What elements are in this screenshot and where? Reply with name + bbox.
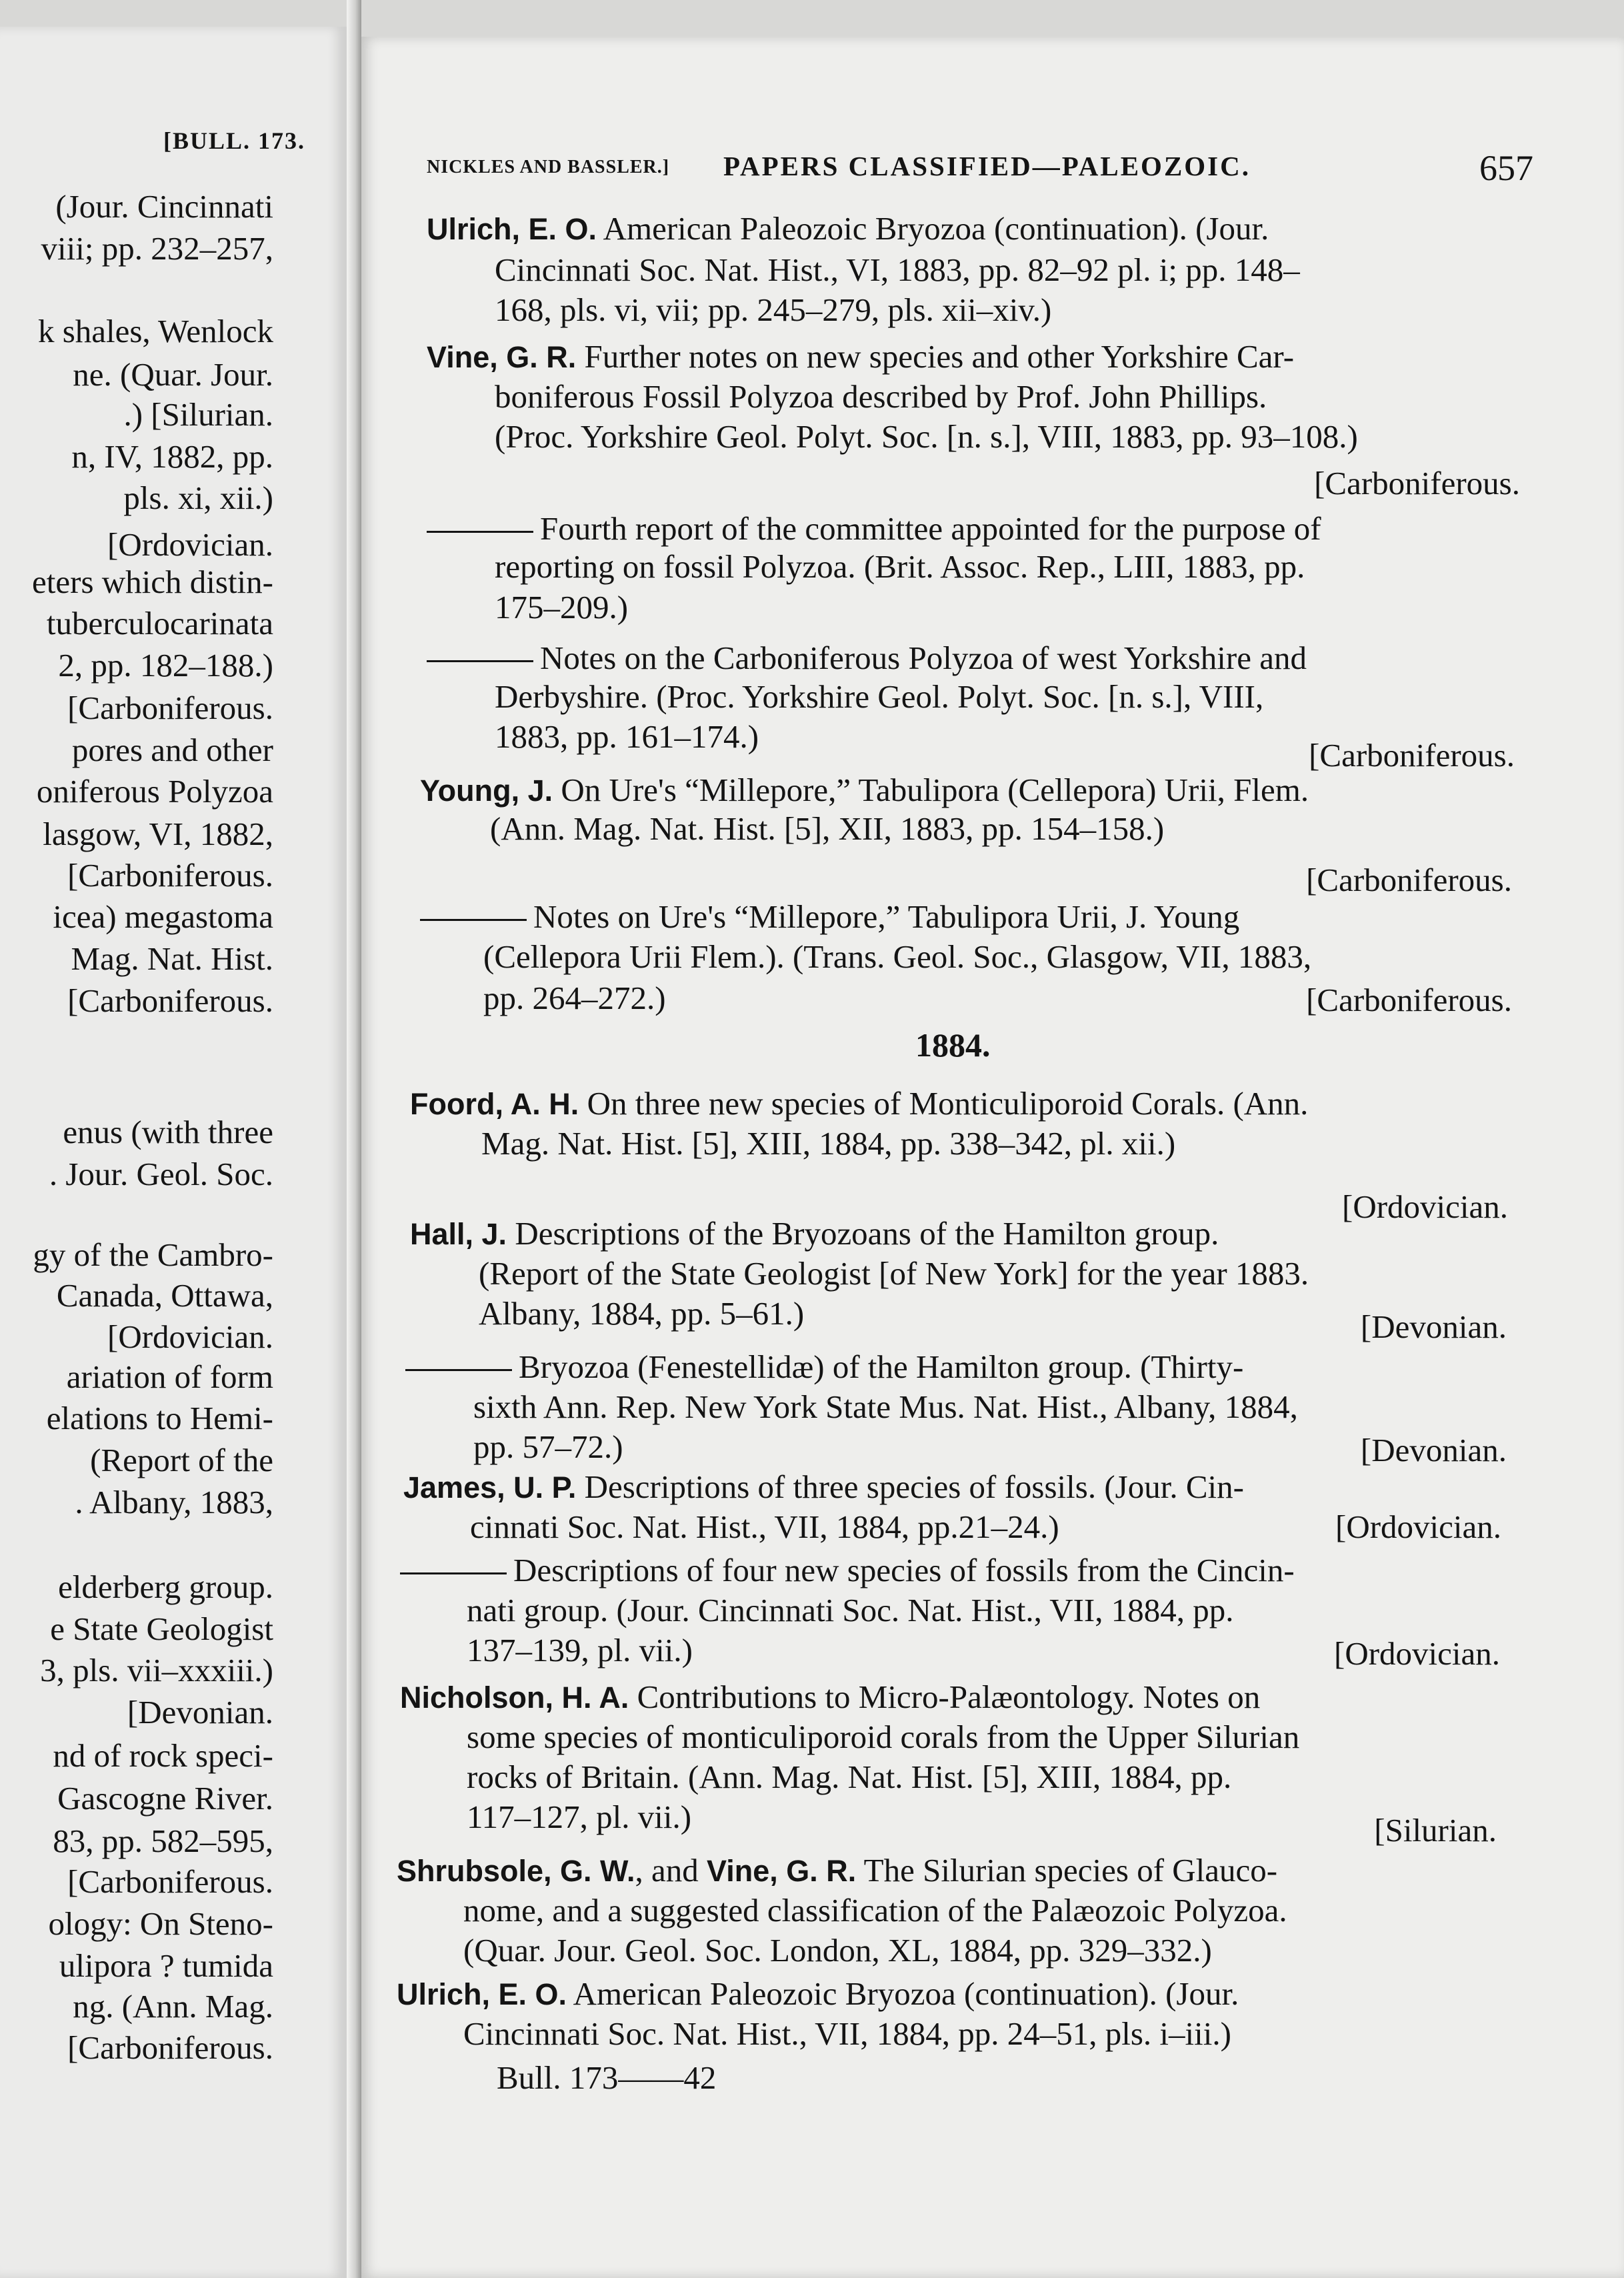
author-name: Shrubsole, G. W. (397, 1854, 635, 1888)
entry-line (1334, 1637, 1500, 1670)
entry-first-line (400, 1680, 1260, 1713)
author-name: Foord, A. H. (410, 1087, 579, 1121)
entry-text: nati group. (Jour. Cincinnati Soc. Nat. Hist., VII, 1884, pp. (467, 1592, 1234, 1628)
left-page-line: eters which distin- (32, 563, 273, 600)
author-name: Ulrich, E. O. (427, 212, 597, 246)
entry-text: [Carboniferous. (1306, 982, 1512, 1018)
entry-text: [Devonian. (1360, 1308, 1507, 1345)
entry-text: (Cellepora Urii Flem.). (Trans. Geol. Soc., Glasgow, VII, 1883, (483, 938, 1312, 975)
entry-line (1361, 1310, 1507, 1343)
entry-text: (Quar. Jour. Geol. Soc. London, XL, 1884, pp. 329–332.) (463, 1932, 1212, 1969)
entry-continuation-dash-line (400, 1554, 1295, 1586)
author-name: Young, J. (420, 774, 553, 808)
entry-line (495, 420, 1358, 453)
author-name: Nicholson, H. A. (400, 1680, 629, 1715)
entry-line (495, 253, 1300, 286)
left-page-line: [Devonian. (127, 1694, 273, 1731)
entry-text: pp. 57–72.) (473, 1428, 623, 1465)
entry-text: Fourth report of the committee appointed for the purpose of (540, 510, 1321, 547)
entry-line (479, 1257, 1309, 1290)
entry-continuation-dash-line (420, 900, 1239, 933)
entry-line (470, 1510, 1059, 1543)
ditto-dash (405, 1369, 512, 1371)
entry-line (463, 1894, 1287, 1927)
entry-line (495, 380, 1267, 413)
entry-text: Cincinnati Soc. Nat. Hist., VII, 1884, pp. 24–51, pls. i–iii.) (463, 2015, 1231, 2052)
entry-text: 137–139, pl. vii.) (467, 1632, 693, 1668)
entry-line (1342, 1190, 1508, 1223)
entry-first-line (420, 774, 1309, 806)
entry-text: cinnati Soc. Nat. Hist., VII, 1884, pp.21–24.) (470, 1508, 1059, 1545)
left-page-line: (Jour. Cincinnati (55, 188, 273, 225)
author-name: James, U. P. (403, 1470, 577, 1504)
ditto-dash (427, 531, 533, 533)
left-page-line: [Carboniferous. (67, 857, 273, 894)
entry-text: [Ordovician. (1342, 1188, 1508, 1225)
entry-text: [Carboniferous. (1314, 465, 1520, 501)
entry-line (1306, 984, 1512, 1016)
entry-first-line (427, 212, 1269, 245)
entry-line (495, 550, 1305, 583)
entry-line (1309, 739, 1515, 772)
entry-text: 175–209.) (495, 589, 629, 626)
left-page-line: pores and other (71, 732, 273, 768)
entry-line (490, 812, 1164, 845)
entry-text: rocks of Britain. (Ann. Mag. Nat. Hist. [5], XIII, 1884, pp. (467, 1759, 1232, 1795)
entry-line (467, 1721, 1299, 1753)
ditto-dash (427, 660, 533, 662)
left-running-head: [BULL. 173. (163, 127, 306, 154)
entry-text: [Devonian. (1360, 1432, 1507, 1468)
entry-text: Contributions to Micro-Palæontology. Notes on (629, 1678, 1261, 1715)
author-name: Vine, G. R. (707, 1854, 857, 1888)
entry-first-line (410, 1217, 1219, 1250)
entry-first-line (397, 1854, 1277, 1887)
left-page-line: e State Geologist (50, 1610, 273, 1647)
entry-text: 168, pls. vi, vii; pp. 245–279, pls. xii–xiv.) (495, 291, 1052, 328)
left-page-line: lasgow, VI, 1882, (43, 816, 273, 852)
left-page-line: ariation of form (66, 1358, 273, 1395)
entry-text: reporting on fossil Polyzoa. (Brit. Assoc. Rep., LIII, 1883, pp. (495, 548, 1305, 585)
entry-line (467, 1761, 1231, 1793)
author-name: Hall, J. (410, 1217, 507, 1251)
left-page-line: Canada, Ottawa, (56, 1277, 273, 1314)
entry-text: [Ordovician. (1334, 1635, 1500, 1672)
entry-text: On Ure's “Millepore,” Tabulipora (Cellepora) Urii, Flem. (553, 772, 1309, 808)
entry-text: [Carboniferous. (1309, 737, 1515, 774)
left-page-line: nd of rock speci- (53, 1737, 273, 1774)
entry-text: [Silurian. (1374, 1812, 1497, 1849)
entry-continuation-dash-line (405, 1350, 1243, 1383)
entry-text: American Paleozoic Bryozoa (continuation). (Jour. (567, 1975, 1239, 2012)
year-heading: 1884. (915, 1026, 991, 1064)
entry-line (481, 1127, 1175, 1160)
entry-line (483, 940, 1311, 973)
entry-line (467, 1594, 1234, 1626)
entry-line (463, 1934, 1212, 1967)
author-name: Ulrich, E. O. (397, 1977, 567, 2011)
entry-first-line (397, 1977, 1239, 2010)
left-page-line: ulipora ? tumida (59, 1947, 273, 1984)
left-page-line: [Carboniferous. (67, 690, 273, 726)
entry-text: The Silurian species of Glauco- (856, 1852, 1278, 1889)
left-page-line: 83, pp. 582–595, (53, 1823, 273, 1859)
running-head (427, 150, 1533, 190)
left-page-line: tuberculocarinata (46, 605, 273, 642)
entry-text: , and (635, 1852, 707, 1889)
entry-text: Descriptions of the Bryozoans of the Hamilton group. (507, 1215, 1219, 1252)
entry-line (495, 680, 1263, 713)
entry-continuation-dash-line (427, 642, 1307, 674)
entry-line (467, 1801, 691, 1833)
left-page-line: gy of the Cambro- (33, 1236, 273, 1273)
left-page-line: pls. xi, xii.) (123, 479, 273, 516)
entry-text: some species of monticuliporoid corals from the Upper Silurian (467, 1719, 1300, 1755)
left-page-line: Gascogne River. (57, 1780, 273, 1817)
entry-text: Albany, 1884, pp. 5–61.) (479, 1295, 805, 1332)
left-page-line: [Carboniferous. (67, 1863, 273, 1900)
left-page-line: 3, pls. vii–xxxiii.) (40, 1652, 273, 1688)
left-page-line: k shales, Wenlock (37, 313, 273, 349)
left-page-line: icea) megastoma (53, 898, 273, 935)
entry-text: [Carboniferous. (1306, 862, 1512, 898)
left-page-line: Mag. Nat. Hist. (71, 940, 273, 977)
entry-first-line (410, 1087, 1308, 1120)
entry-text: boniferous Fossil Polyzoa described by Prof. John Phillips. (495, 378, 1267, 415)
ditto-dash (420, 919, 527, 921)
entry-line (1374, 1814, 1497, 1847)
left-page-line: [Ordovician. (107, 526, 273, 563)
book-gutter (347, 0, 361, 2278)
entry-text: (Proc. Yorkshire Geol. Polyt. Soc. [n. s.], VIII, 1883, pp. 93–108.) (495, 418, 1358, 455)
entry-continuation-dash-line (427, 512, 1321, 545)
page-number: 657 (1479, 148, 1533, 188)
entry-text: (Ann. Mag. Nat. Hist. [5], XII, 1883, pp. 154–158.) (490, 810, 1165, 847)
entry-text: Descriptions of three species of fossils. (Jour. Cin- (576, 1468, 1244, 1505)
entry-text: Derbyshire. (Proc. Yorkshire Geol. Polyt. Soc. [n. s.], VIII, (495, 678, 1264, 715)
left-page-line: 2, pp. 182–188.) (58, 647, 273, 684)
entry-line (479, 1297, 804, 1330)
entry-text: Descriptions of four new species of fossils from the Cincin- (513, 1552, 1295, 1588)
entry-line (1361, 1434, 1507, 1466)
left-page-line: ology: On Steno- (48, 1905, 273, 1942)
left-page-line: . Albany, 1883, (75, 1484, 273, 1520)
entry-line (495, 293, 1051, 326)
left-page-line: .) [Silurian. (123, 396, 273, 433)
left-page-line: elations to Hemi- (46, 1400, 273, 1436)
entry-line (463, 2017, 1231, 2050)
signature-footer: Bull. 173——42 (497, 2059, 717, 2096)
entry-text: 117–127, pl. vii.) (467, 1799, 692, 1835)
entry-text: Further notes on new species and other Yorkshire Car- (576, 338, 1295, 375)
entry-line (473, 1390, 1298, 1423)
left-page-line: enus (with three (63, 1114, 273, 1150)
entry-text: 1883, pp. 161–174.) (495, 718, 759, 755)
entry-text: On three new species of Monticuliporoid Corals. (Ann. (579, 1085, 1309, 1122)
entry-text: Cincinnati Soc. Nat. Hist., VI, 1883, pp. 82–92 pl. i; pp. 148– (495, 251, 1300, 288)
entry-text: sixth Ann. Rep. New York State Mus. Nat. Hist., Albany, 1884, (473, 1388, 1298, 1425)
entry-text: pp. 264–272.) (483, 980, 666, 1016)
left-page-line: ne. (Quar. Jour. (73, 356, 273, 393)
entry-text: Notes on Ure's “Millepore,” Tabulipora Urii, J. Young (533, 898, 1240, 935)
left-page-line: oniferous Polyzoa (36, 773, 273, 810)
left-page-line: [Carboniferous. (67, 2029, 273, 2066)
entry-line (1314, 467, 1520, 499)
entry-line (483, 982, 666, 1014)
entry-text: Notes on the Carboniferous Polyzoa of west Yorkshire and (540, 640, 1307, 676)
entry-line (495, 720, 759, 753)
running-head-title: PAPERS CLASSIFIED—PALEOZOIC. (723, 151, 1251, 181)
entry-line (495, 591, 628, 624)
entry-first-line (427, 340, 1294, 373)
entry-text: [Ordovician. (1335, 1508, 1501, 1545)
left-page-line: ng. (Ann. Mag. (73, 1988, 273, 2025)
left-page-line: [Ordovician. (107, 1318, 273, 1355)
entry-first-line (403, 1470, 1244, 1503)
entry-line (467, 1634, 693, 1666)
entry-line (1335, 1510, 1501, 1543)
entry-line (1306, 864, 1512, 896)
entry-text: (Report of the State Geologist [of New York] for the year 1883. (479, 1255, 1309, 1292)
ditto-dash (400, 1572, 507, 1574)
entry-text: American Paleozoic Bryozoa (continuation). (Jour. (597, 210, 1269, 247)
entry-text: nome, and a suggested classification of the Palæozoic Polyzoa. (463, 1892, 1287, 1929)
author-name: Vine, G. R. (427, 340, 577, 374)
running-head-authors: NICKLES AND BASSLER.] (427, 157, 670, 177)
left-page-line: viii; pp. 232–257, (41, 230, 273, 267)
entry-line (473, 1430, 623, 1463)
left-page-line: (Report of the (90, 1442, 273, 1478)
left-page-line: n, IV, 1882, pp. (71, 438, 273, 475)
entry-text: Bryozoa (Fenestellidæ) of the Hamilton group. (Thirty- (519, 1348, 1244, 1385)
left-page-line: [Carboniferous. (67, 982, 273, 1019)
left-page-line: elderberg group. (58, 1568, 273, 1605)
entry-text: Mag. Nat. Hist. [5], XIII, 1884, pp. 338–342, pl. xii.) (481, 1125, 1176, 1162)
left-page-line: . Jour. Geol. Soc. (49, 1156, 273, 1192)
